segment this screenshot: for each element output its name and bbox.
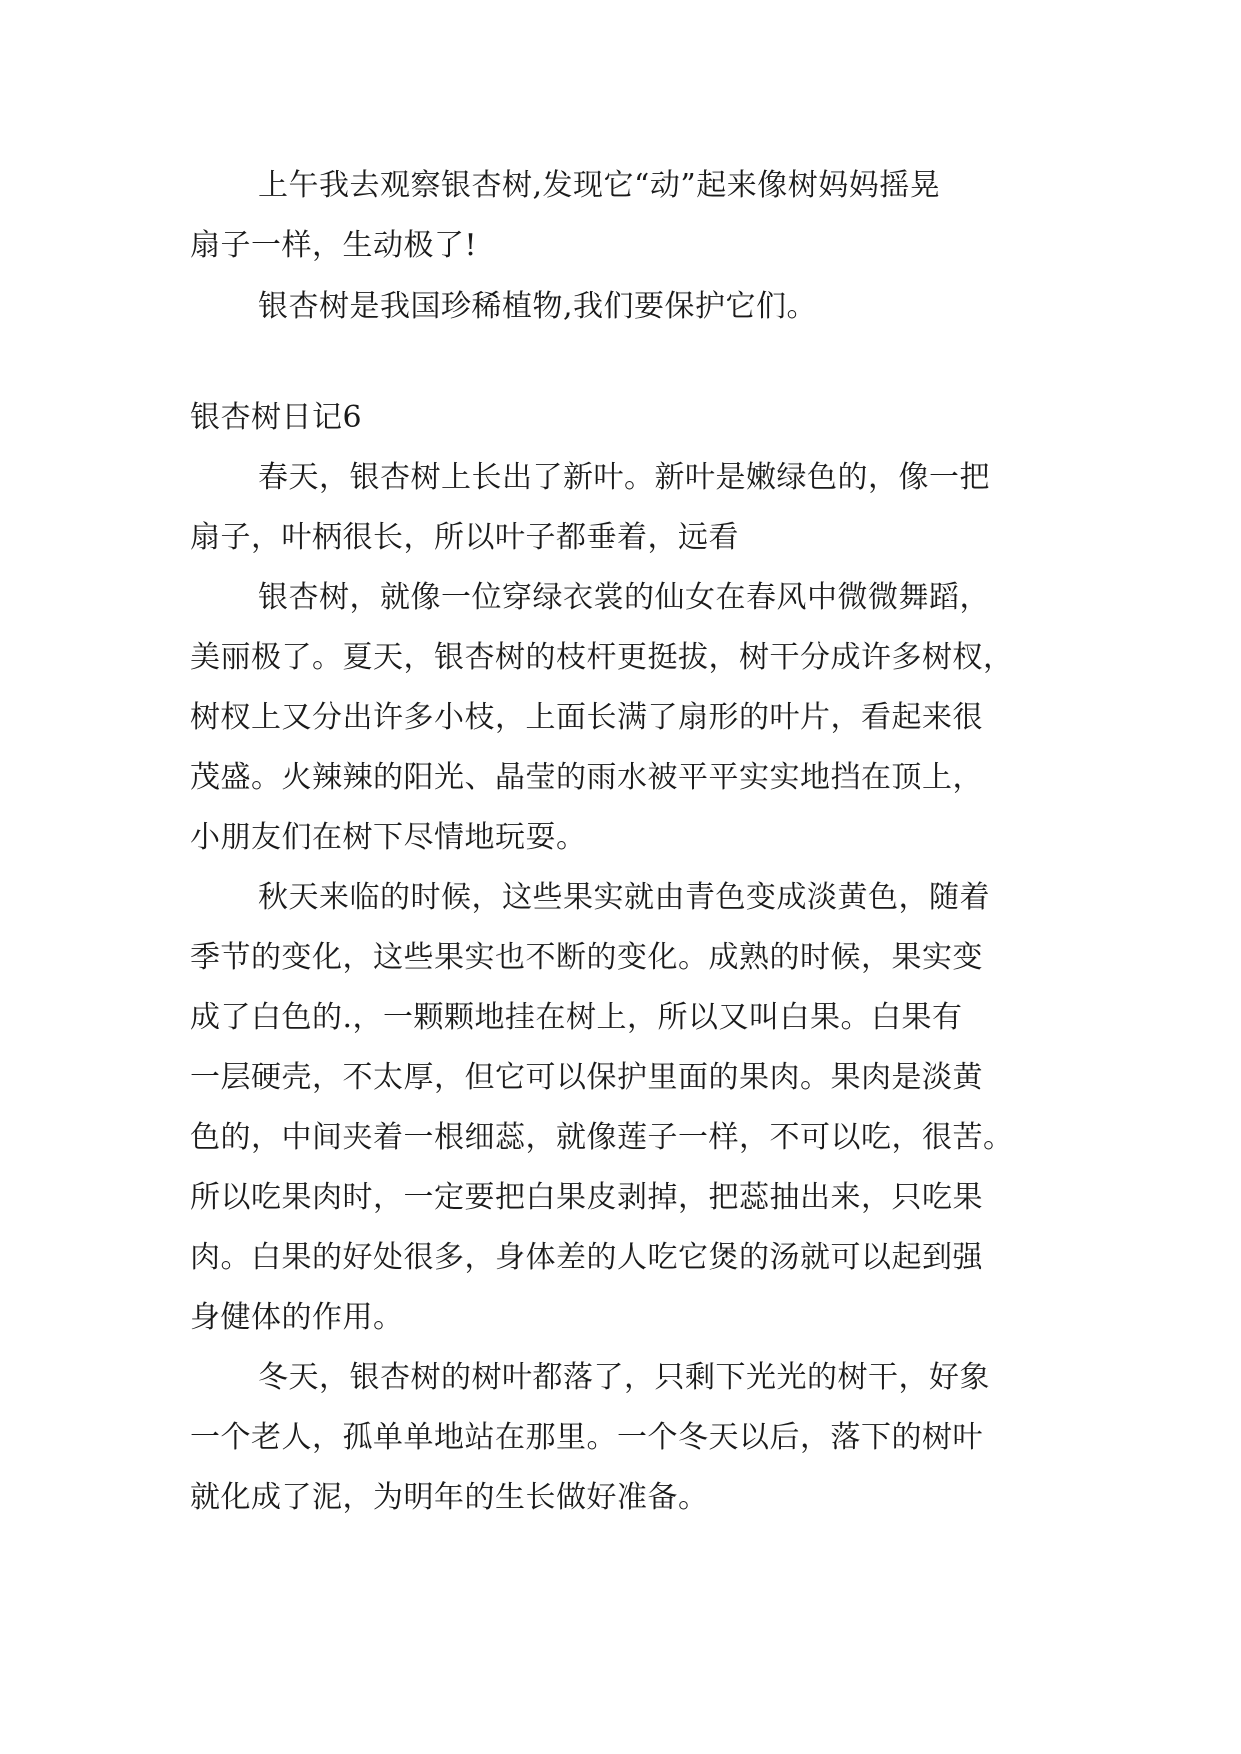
paragraph-5-line-7: 肉。白果的好处很多，身体差的人吃它煲的汤就可以起到强 (190, 1240, 983, 1275)
paragraph-5-line-4: 一层硬壳，不太厚，但它可以保护里面的果肉。果肉是淡黄 (190, 1060, 983, 1095)
paragraph-4-line-3: 树杈上又分出许多小枝，上面长满了扇形的叶片，看起来很 (190, 700, 983, 735)
paragraph-1-line-1: 上午我去观察银杏树,发现它“动”起来像树妈妈摇晃 (258, 168, 941, 203)
paragraph-4-line-4: 茂盛。火辣辣的阳光、晶莹的雨水被平平实实地挡在顶上， (190, 760, 983, 795)
paragraph-5-line-2: 季节的变化，这些果实也不断的变化。成熟的时候，果实变 (190, 940, 983, 975)
paragraph-6-line-1: 冬天，银杏树的树叶都落了，只剩下光光的树干，好象 (258, 1360, 990, 1395)
paragraph-5-line-6: 所以吃果肉时，一定要把白果皮剥掉，把蕊抽出来，只吃果 (190, 1180, 983, 1215)
paragraph-4-line-5: 小朋友们在树下尽情地玩耍。 (190, 820, 587, 855)
paragraph-4-line-1: 银杏树，就像一位穿绿衣裳的仙女在春风中微微舞蹈， (258, 580, 990, 615)
paragraph-5-line-5: 色的，中间夹着一根细蕊，就像莲子一样，不可以吃，很苦。 (190, 1120, 1014, 1155)
paragraph-5-line-1: 秋天来临的时候，这些果实就由青色变成淡黄色，随着 (258, 880, 990, 915)
section-heading: 银杏树日记6 (190, 400, 363, 435)
paragraph-5-line-8: 身健体的作用。 (190, 1300, 404, 1335)
paragraph-3-line-1: 春天，银杏树上长出了新叶。新叶是嫩绿色的，像一把 (258, 460, 990, 495)
paragraph-3-line-2: 扇子，叶柄很长，所以叶子都垂着，远看 (190, 520, 739, 555)
paragraph-4-line-2: 美丽极了。夏天，银杏树的枝杆更挺拔，树干分成许多树杈， (190, 640, 1014, 675)
paragraph-6-line-2: 一个老人，孤单单地站在那里。一个冬天以后，落下的树叶 (190, 1420, 983, 1455)
paragraph-1-line-2: 扇子一样，生动极了! (190, 228, 478, 263)
paragraph-2-line-1: 银杏树是我国珍稀植物,我们要保护它们。 (258, 289, 818, 324)
paragraph-5-line-3: 成了白色的.，一颗颗地挂在树上，所以又叫白果。白果有 (190, 1000, 963, 1035)
paragraph-6-line-3: 就化成了泥，为明年的生长做好准备。 (190, 1480, 709, 1515)
